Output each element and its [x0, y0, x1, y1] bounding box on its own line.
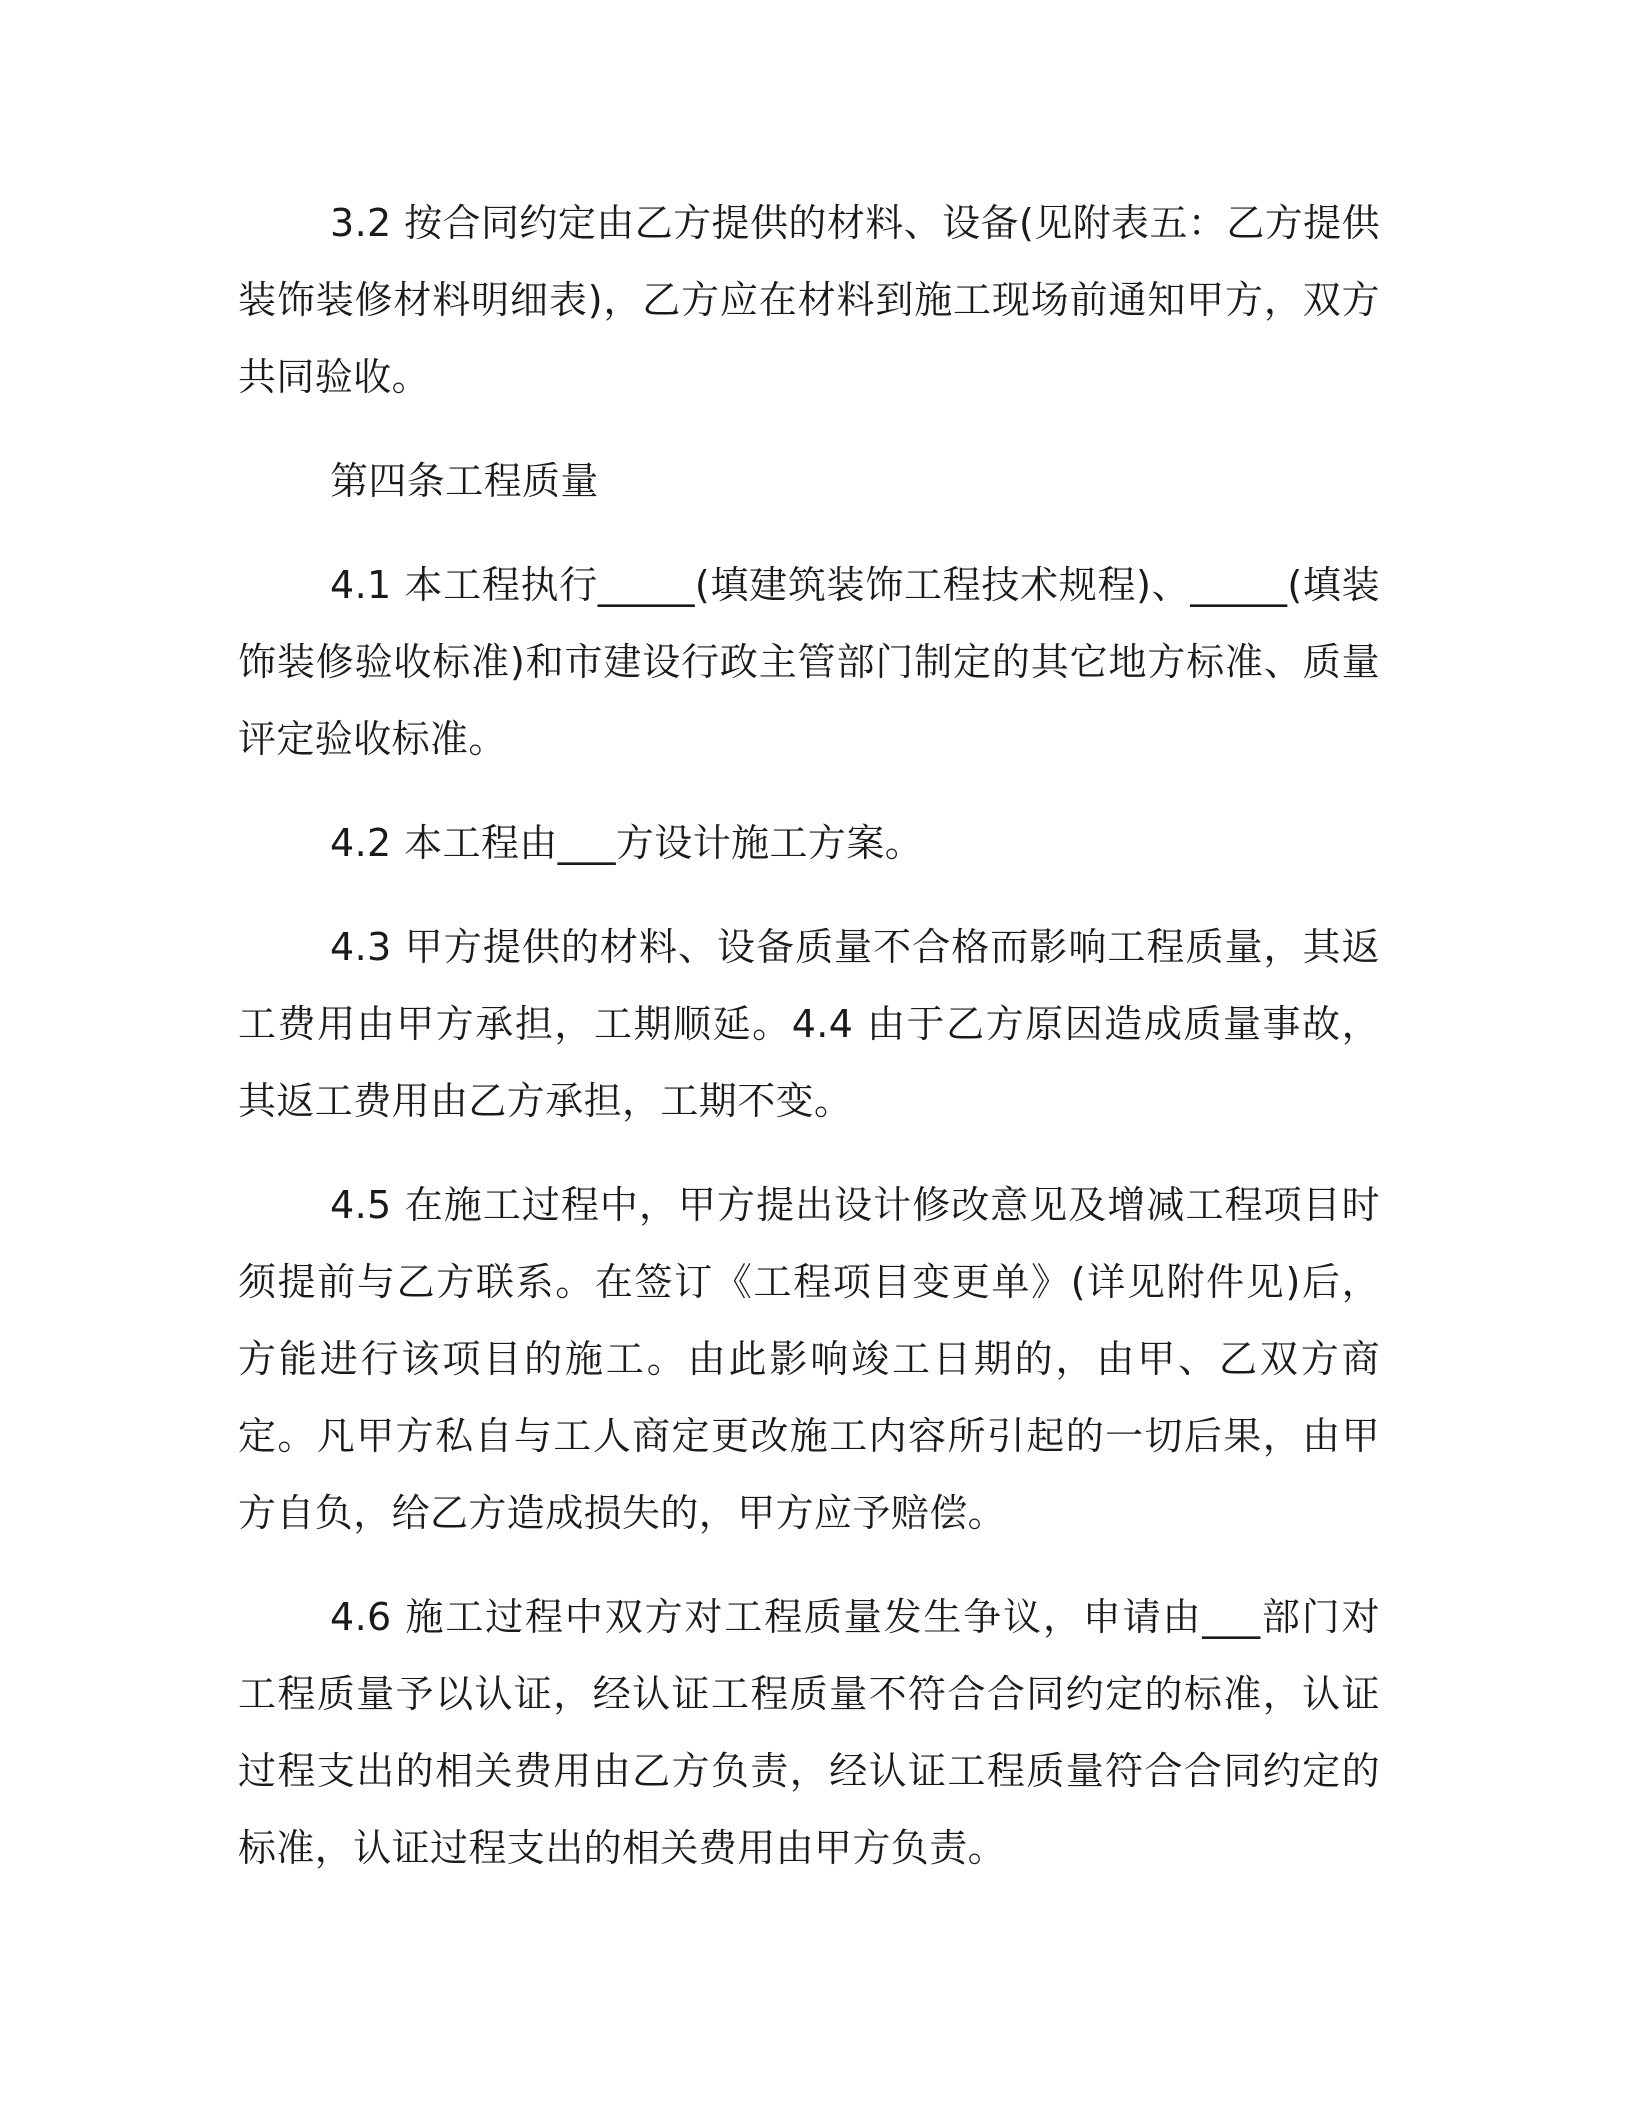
clause-4-2-paragraph: 4.2 本工程由___方设计施工方案。 — [330, 821, 924, 865]
document-page — [238, 185, 1380, 1887]
clause-3-2-paragraph: 3.2 按合同约定由乙方提供的材料、设备(见附表五：乙方提供装饰装修材料明细表)，乙方应在材料到施工现场前通知甲方，双方共同验收。 — [238, 201, 1380, 399]
clause-4-6-paragraph: 4.6 施工过程中双方对工程质量发生争议，申请由___部门对工程质量予以认证，经认证工程质量不符合合同约定的标准，认证过程支出的相关费用由乙方负责，经认证工程质量符合合同约定的标准，认证过程支出的相关费用由甲方负责。 — [238, 1595, 1380, 1870]
clause-4-5-paragraph: 4.5 在施工过程中，甲方提出设计修改意见及增减工程项目时须提前与乙方联系。在签订《工程项目变更单》(详见附件见)后，方能进行该项目的施工。由此影响竣工日期的，由甲、乙双方商定。凡甲方私自与工人商定更改施工内容所引起的一切后果，由甲方自负，给乙方造成损失的，甲方应予赔偿。 — [238, 1183, 1380, 1535]
article-4-heading: 第四条工程质量 — [330, 459, 599, 503]
clause-4-1-paragraph: 4.1 本工程执行_____(填建筑装饰工程技术规程)、_____(填装饰装修验收标准)和市建设行政主管部门制定的其它地方标准、质量评定验收标准。 — [238, 563, 1380, 761]
clause-4-3-4-4-paragraph: 4.3 甲方提供的材料、设备质量不合格而影响工程质量，其返工费用由甲方承担，工期顺延。4.4 由于乙方原因造成质量事故，其返工费用由乙方承担，工期不变。 — [238, 925, 1380, 1123]
